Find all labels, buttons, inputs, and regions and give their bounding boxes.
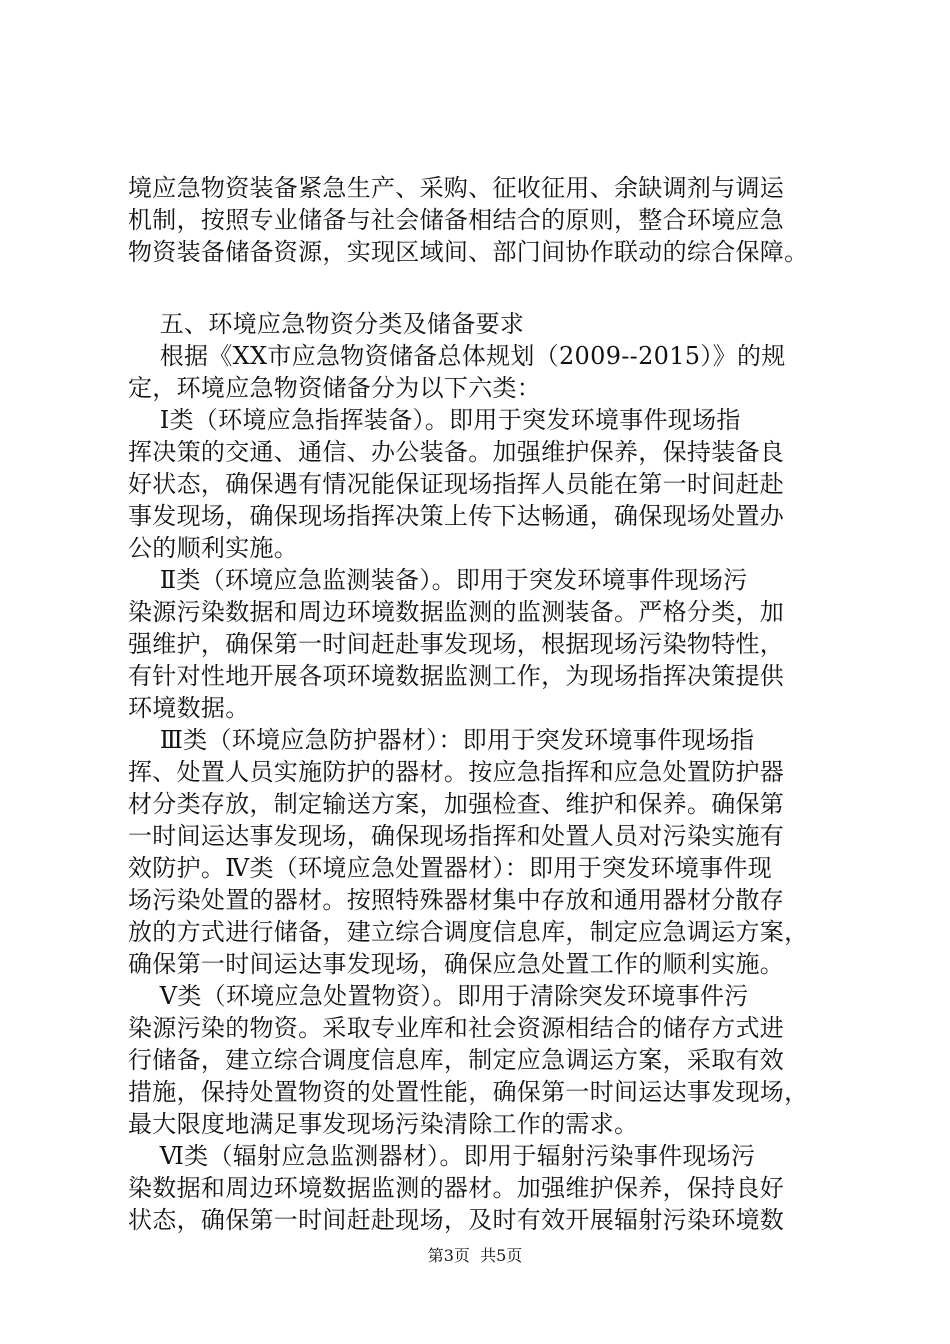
text-line: 物资装备储备资源，实现区域间、部门间协作联动的综合保障。 [128, 238, 809, 266]
text-line: 境应急物资装备紧急生产、采购、征收征用、余缺调剂与调运 [128, 174, 785, 202]
text-line: 措施，保持处置物资的处置性能，确保第一时间运达事发现场， [128, 1078, 809, 1106]
text-line: Ⅵ类（辐射应急监测器材）。即用于辐射污染事件现场污 [128, 1142, 756, 1170]
text-line: 环境数据。 [128, 694, 250, 722]
text-line: 公的顺利实施。 [128, 534, 299, 562]
text-line: 定，环境应急物资储备分为以下六类： [128, 374, 542, 402]
text-line: 效防护。Ⅳ类（环境应急处置器材）：即用于突发环境事件现 [128, 854, 773, 882]
text-line: 挥、处置人员实施防护的器材。按应急指挥和应急处置防护器 [128, 758, 785, 786]
text-line: 场污染处置的器材。按照特殊器材集中存放和通用器材分散存 [128, 886, 785, 914]
document-body [128, 172, 840, 1268]
text-line: Ⅲ类（环境应急防护器材）：即用于突发环境事件现场指 [128, 726, 755, 754]
paragraph-gap [128, 268, 840, 308]
paragraph-classes [128, 340, 840, 1268]
text-line: 染源污染数据和周边环境数据监测的监测装备。严格分类，加 [128, 598, 785, 626]
heading-line: 五、环境应急物资分类及储备要求 [128, 310, 525, 338]
text-line: 好状态，确保遇有情况能保证现场指挥人员能在第一时间赶赴 [128, 470, 785, 498]
text-line: Ⅰ类（环境应急指挥装备）。即用于突发环境事件现场指 [128, 406, 741, 434]
text-line: 染源污染的物资。采取专业库和社会资源相结合的储存方式进 [128, 1014, 785, 1042]
section-heading [128, 308, 840, 340]
text-line: 事发现场，确保现场指挥决策上传下达畅通，确保现场处置办 [128, 502, 785, 530]
text-line: 染数据和周边环境数据监测的器材。加强维护保养，保持良好 [128, 1174, 785, 1202]
text-line: 一时间运达事发现场，确保现场指挥和处置人员对污染实施有 [128, 822, 785, 850]
paragraph-intro [128, 172, 840, 268]
text-line: 挥决策的交通、通信、办公装备。加强维护保养，保持装备良 [128, 438, 785, 466]
text-line: 确保第一时间运达事发现场，确保应急处置工作的顺利实施。 [128, 950, 785, 978]
text-line: 机制，按照专业储备与社会储备相结合的原则，整合环境应急 [128, 206, 785, 234]
text-line: 材分类存放，制定输送方案，加强检查、维护和保养。确保第 [128, 790, 785, 818]
page-number-footer: 第3页 共5页 [427, 1246, 523, 1265]
text-line: Ⅴ类（环境应急处置物资）。即用于清除突发环境事件污 [128, 982, 749, 1010]
text-line: 有针对性地开展各项环境数据监测工作，为现场指挥决策提供 [128, 662, 785, 690]
text-line: 状态，确保第一时间赶赴现场，及时有效开展辐射污染环境数 [128, 1206, 785, 1234]
text-line: 最大限度地满足事发现场污染清除工作的需求。 [128, 1110, 639, 1138]
text-line: 强维护，确保第一时间赶赴事发现场，根据现场污染物特性， [128, 630, 785, 658]
text-line: 行储备，建立综合调度信息库，制定应急调运方案，采取有效 [128, 1046, 785, 1074]
text-line: 根据《XX市应急物资储备总体规划（2009--2015）》的规 [128, 342, 786, 370]
text-line: Ⅱ类（环境应急监测装备）。即用于突发环境事件现场污 [128, 566, 748, 594]
text-line: 放的方式进行储备，建立综合调度信息库，制定应急调运方案， [128, 918, 809, 946]
